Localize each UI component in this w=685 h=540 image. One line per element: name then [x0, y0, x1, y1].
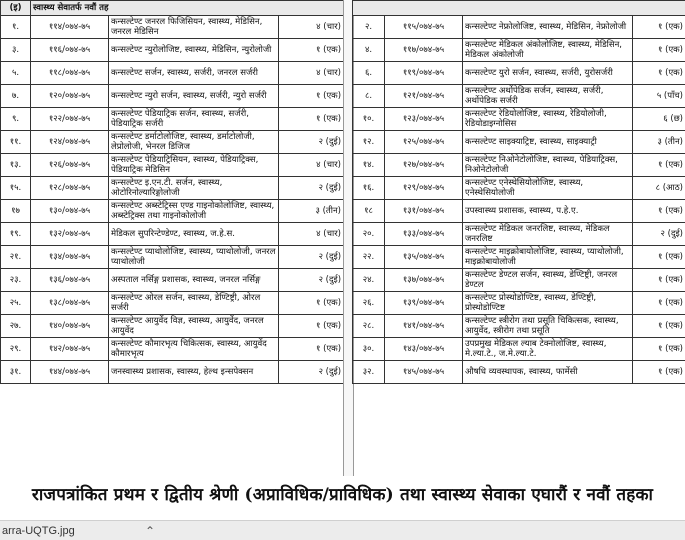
position-title: कन्सल्टेण्ट युरो सर्जन, स्वास्थ्य, सर्जरी, युरोसर्जरी	[463, 62, 633, 85]
right-table-row	[353, 269, 685, 292]
file-name: arra-UQTG.jpg	[2, 525, 75, 537]
right-table-row	[353, 223, 685, 246]
vacancy-count: १ (एक)	[633, 62, 685, 85]
serial-number: ३०.	[353, 338, 385, 361]
vacancy-count: १ (एक)	[633, 39, 685, 62]
position-title: उपस्वास्थ्य प्रशासक, स्वास्थ्य, प.हे.ए.	[463, 200, 633, 223]
advertisement-number: १३१/०७४-७५	[385, 200, 463, 223]
serial-number: ६.	[353, 62, 385, 85]
advertisement-number: १२४/०७४-७५	[31, 131, 109, 154]
advertisement-number: १२७/०७४-७५	[385, 154, 463, 177]
position-title: कन्सल्टेण्ट एनेस्थेसियोलोजिष्ट, स्वास्थ्य, एनेस्थेसियोलोजी	[463, 177, 633, 200]
advertisement-number: १३६/०७४-७५	[31, 269, 109, 292]
vacancy-count: ८ (आठ)	[633, 177, 685, 200]
serial-number: १७	[1, 200, 31, 223]
left-table-row	[1, 177, 344, 200]
position-title: कन्सल्टेण्ट मेडिकल अंकोलोजिष्ट, स्वास्थ्य, मेडिसिन, मेडिकल अंकोलोजी	[463, 39, 633, 62]
right-table-row	[353, 154, 685, 177]
advertisement-number: १४१/०७४-७५	[385, 315, 463, 338]
vacancy-count: १ (एक)	[633, 361, 685, 384]
right-table-header	[353, 1, 685, 16]
serial-number: २५.	[1, 292, 31, 315]
position-title: कन्सल्टेण्ट इ.एन.टी. सर्जन, स्वास्थ्य, ओटोरिनोल्यारिङ्गोलोजी	[109, 177, 279, 200]
left-table-row	[1, 131, 344, 154]
left-vacancy-table	[0, 0, 344, 384]
right-table-row	[353, 16, 685, 39]
left-table-row	[1, 16, 344, 39]
advertisement-number: ११७/०७४-७५	[385, 39, 463, 62]
vacancy-count: २ (दुई)	[279, 131, 344, 154]
position-title: कन्सल्टेण्ट डेण्टल सर्जन, स्वास्थ्य, डेण्टिष्ट्री, जनरल डेण्टल	[463, 269, 633, 292]
advertisement-number: ११९/०७४-७५	[385, 62, 463, 85]
position-title: कन्सल्टेण्ट मेडिकल जनरलिष्ट, स्वास्थ्य, मेडिकल जनरलिष्ट	[463, 223, 633, 246]
serial-number: १०.	[353, 108, 385, 131]
position-title: कन्सल्टेण्ट प्रोस्थोडोण्टिष्ट, स्वास्थ्य, डेण्टिष्ट्री, प्रोस्थोडोण्टिष्ट	[463, 292, 633, 315]
advertisement-number: १२९/०७४-७५	[385, 177, 463, 200]
vacancy-count: ४ (चार)	[279, 223, 344, 246]
serial-number: २७.	[1, 315, 31, 338]
advertisement-number: १४४/०७४-७५	[31, 361, 109, 384]
serial-number: ८.	[353, 85, 385, 108]
right-table-row	[353, 361, 685, 384]
right-table-row	[353, 131, 685, 154]
left-table-row	[1, 85, 344, 108]
advertisement-number: ११४/०७४-७५	[31, 16, 109, 39]
vacancy-count: २ (दुई)	[279, 246, 344, 269]
advertisement-number: १२६/०७४-७५	[31, 154, 109, 177]
serial-number: ९.	[1, 108, 31, 131]
serial-number: १५.	[1, 177, 31, 200]
serial-number: १८	[353, 200, 385, 223]
advertisement-number: १३३/०७४-७५	[385, 223, 463, 246]
vacancy-count: १ (एक)	[279, 292, 344, 315]
position-title: कन्सल्टेण्ट माइक्रोबायोलोजिष्ट, स्वास्थ्य, प्याथोलोजी, माइक्रोबायोलोजी	[463, 246, 633, 269]
right-table-row	[353, 200, 685, 223]
vacancy-count: २ (दुई)	[633, 223, 685, 246]
left-table-row	[1, 269, 344, 292]
vacancy-count: १ (एक)	[279, 85, 344, 108]
vacancy-count: १ (एक)	[633, 200, 685, 223]
position-title: कन्सल्टेण्ट साइक्याट्रिष्ट, स्वास्थ्य, साइक्याट्री	[463, 131, 633, 154]
position-title: मेडिकल सुपरिन्टेण्डेण्ट, स्वास्थ्य, ज.हे.स.	[109, 223, 279, 246]
vacancy-count: ५ (पाँच)	[633, 85, 685, 108]
serial-number: २३.	[1, 269, 31, 292]
position-title: कन्सल्टेण्ट रेडियोलोजिष्ट, स्वास्थ्य, रेडियोलोजी, रेडियोडाइग्नोसिस	[463, 108, 633, 131]
vacancy-count: १ (एक)	[633, 269, 685, 292]
advertisement-number: १३५/०७४-७५	[385, 246, 463, 269]
position-title: कन्सल्टेण्ट न्युरोलोजिष्ट, स्वास्थ्य, मेडिसिन, न्युरोलोजी	[109, 39, 279, 62]
position-title: कन्सल्टेण्ट ओरल सर्जन, स्वास्थ्य, डेण्टिष्ट्री, ओरल सर्जरी	[109, 292, 279, 315]
vacancy-count: १ (एक)	[633, 315, 685, 338]
right-table-row	[353, 246, 685, 269]
serial-number: १.	[1, 16, 31, 39]
header-mark: (इ)	[1, 1, 31, 16]
position-title: कन्सल्टेण्ट डर्माटोलोजिष्ट, स्वास्थ्य, डर्माटोलोजी, लेप्रोलोजी, भेनरल डिजिज	[109, 131, 279, 154]
serial-number: २८.	[353, 315, 385, 338]
vacancy-count: २ (दुई)	[279, 361, 344, 384]
serial-number: २६.	[353, 292, 385, 315]
advertisement-number: १४३/०७४-७५	[385, 338, 463, 361]
position-title: कन्सल्टेण्ट प्याथोलोजिष्ट, स्वास्थ्य, प्याथोलोजी, जनरल प्याथोलोजी	[109, 246, 279, 269]
advertisement-number: १३७/०७४-७५	[385, 269, 463, 292]
advertisement-number: १३४/०७४-७५	[31, 246, 109, 269]
position-title: कन्सल्टेण्ट सर्जन, स्वास्थ्य, सर्जरी, जनरल सर्जरी	[109, 62, 279, 85]
serial-number: १२.	[353, 131, 385, 154]
position-title: कन्सल्टेण्ट स्त्रीरोग तथा प्रसूति चिकित्सक, स्वास्थ्य, आयुर्वेद, स्त्रीरोग तथा प्रसूति	[463, 315, 633, 338]
right-table-row	[353, 177, 685, 200]
serial-number: १४.	[353, 154, 385, 177]
advertisement-number: १४५/०७४-७५	[385, 361, 463, 384]
vacancy-count: ६ (छ)	[633, 108, 685, 131]
left-table-row	[1, 246, 344, 269]
serial-number: २२.	[353, 246, 385, 269]
position-title: औषधि व्यवस्थापक, स्वास्थ्य, फार्मेसी	[463, 361, 633, 384]
serial-number: १६.	[353, 177, 385, 200]
download-item[interactable]	[0, 524, 160, 540]
serial-number: २१.	[1, 246, 31, 269]
vacancy-count: २ (दुई)	[279, 269, 344, 292]
serial-number: ४.	[353, 39, 385, 62]
chevron-down-icon[interactable]: ⌃	[145, 524, 155, 538]
vacancy-count: १ (एक)	[633, 154, 685, 177]
serial-number: २.	[353, 16, 385, 39]
vacancy-count: १ (एक)	[279, 39, 344, 62]
left-table-row	[1, 223, 344, 246]
right-header-blank	[353, 1, 685, 16]
vacancy-count: ४ (चार)	[279, 16, 344, 39]
document-caption: राजपत्रांकित प्रथम र द्वितीय श्रेणी (अप्राविधिक/प्राविधिक) तथा स्वास्थ्य सेवाका एघारौं र नवौं तहका	[0, 482, 685, 505]
advertisement-number: १२१/०७४-७५	[385, 85, 463, 108]
serial-number: २४.	[353, 269, 385, 292]
vacancy-count: १ (एक)	[633, 246, 685, 269]
left-table-row	[1, 361, 344, 384]
advertisement-number: ११८/०७४-७५	[31, 62, 109, 85]
serial-number: २०.	[353, 223, 385, 246]
position-title: कन्सल्टेण्ट अर्थोपेडिक सर्जन, स्वास्थ्य, सर्जरी, अर्थोपेडिक सर्जरी	[463, 85, 633, 108]
advertisement-number: ११६/०७४-७५	[31, 39, 109, 62]
position-title: उपप्रमुख मेडिकल ल्याब टेक्नोलोजिष्ट, स्वास्थ्य, मे.ल्या.टे., ज.मे.ल्या.टे.	[463, 338, 633, 361]
position-title: कन्सल्टेण्ट पेडियाट्रिक सर्जन, स्वास्थ्य, सर्जरी, पेडियाट्रिक सर्जरी	[109, 108, 279, 131]
advertisement-number: १३२/०७४-७५	[31, 223, 109, 246]
advertisement-number: ११५/०७४-७५	[385, 16, 463, 39]
vacancy-count: १ (एक)	[279, 315, 344, 338]
position-title: कन्सल्टेण्ट पेडियाट्रिसियन, स्वास्थ्य, पेडियाट्रिक्स, पेडियाट्रिक मेडिसिन	[109, 154, 279, 177]
right-table-row	[353, 39, 685, 62]
download-bar	[0, 520, 685, 540]
left-table-row	[1, 315, 344, 338]
left-table-row	[1, 338, 344, 361]
advertisement-number: १२८/०७४-७५	[31, 177, 109, 200]
position-title: कन्सल्टेण्ट कौमारभृत्य चिकित्सक, स्वास्थ्य, आयुर्वेद कौमारभृत्य	[109, 338, 279, 361]
serial-number: ३२.	[353, 361, 385, 384]
right-vacancy-table	[352, 0, 685, 384]
position-title: कन्सल्टेण्ट नेफ्रोलोजिष्ट, स्वास्थ्य, मेडिसिन, नेफ्रोलोजी	[463, 16, 633, 39]
left-table-row	[1, 200, 344, 223]
serial-number: २९.	[1, 338, 31, 361]
vacancy-count: ३ (तीन)	[279, 200, 344, 223]
vacancy-count: १ (एक)	[279, 338, 344, 361]
right-table-row	[353, 108, 685, 131]
left-table-row	[1, 292, 344, 315]
left-table-header	[1, 1, 344, 16]
serial-number: १३.	[1, 154, 31, 177]
right-table-row	[353, 338, 685, 361]
vacancy-count: २ (दुई)	[279, 177, 344, 200]
serial-number: १९.	[1, 223, 31, 246]
advertisement-number: १३९/०७४-७५	[385, 292, 463, 315]
position-title: कन्सल्टेण्ट निओनेटोलोजिष्ट, स्वास्थ्य, पेडियाट्रिक्स, निओनेटोलोजी	[463, 154, 633, 177]
advertisement-number: १२३/०७४-७५	[385, 108, 463, 131]
left-table-row	[1, 108, 344, 131]
left-table-row	[1, 39, 344, 62]
position-title: कन्सल्टेण्ट आयुर्वेद विज्ञ, स्वास्थ्य, आयुर्वेद, जनरल आयुर्वेद	[109, 315, 279, 338]
header-title: स्वास्थ्य सेवातर्फ नवौं तह	[31, 1, 344, 16]
position-title: कन्सल्टेण्ट जनरल फिजिसियन, स्वास्थ्य, मेडिसिन, जनरल मेडिसिन	[109, 16, 279, 39]
left-table-row	[1, 154, 344, 177]
vacancy-count: ४ (चार)	[279, 62, 344, 85]
right-table-row	[353, 315, 685, 338]
advertisement-number: १३०/०७४-७५	[31, 200, 109, 223]
right-table-row	[353, 62, 685, 85]
advertisement-number: १२५/०७४-७५	[385, 131, 463, 154]
advertisement-number: १२०/०७४-७५	[31, 85, 109, 108]
vacancy-count: १ (एक)	[633, 338, 685, 361]
vacancy-count: १ (एक)	[633, 292, 685, 315]
serial-number: ७.	[1, 85, 31, 108]
vacancy-count: १ (एक)	[633, 16, 685, 39]
serial-number: ३.	[1, 39, 31, 62]
advertisement-number: १४२/०७४-७५	[31, 338, 109, 361]
advertisement-number: १४०/०७४-७५	[31, 315, 109, 338]
position-title: अस्पताल नर्सिङ्ग प्रशासक, स्वास्थ्य, जनरल नर्सिङ्ग	[109, 269, 279, 292]
vacancy-count: ४ (चार)	[279, 154, 344, 177]
right-table-row	[353, 85, 685, 108]
right-table-row	[353, 292, 685, 315]
position-title: कन्सल्टेण्ट न्युरो सर्जन, स्वास्थ्य, सर्जरी, न्युरो सर्जरी	[109, 85, 279, 108]
left-table-row	[1, 62, 344, 85]
advertisement-number: १२२/०७४-७५	[31, 108, 109, 131]
serial-number: ५.	[1, 62, 31, 85]
advertisement-number: १३८/०७४-७५	[31, 292, 109, 315]
vacancy-count: १ (एक)	[279, 108, 344, 131]
position-title: जनस्वास्थ्य प्रशासक, स्वास्थ्य, हेल्थ इन्सपेक्सन	[109, 361, 279, 384]
serial-number: ३१.	[1, 361, 31, 384]
vacancy-count: ३ (तीन)	[633, 131, 685, 154]
position-title: कन्सल्टेण्ट अब्स्टेट्रिस्स एण्ड गाइनोकोलोजिष्ट, स्वास्थ्य, अब्स्टेट्रिक्स तथा गाइनोकोलोजी	[109, 200, 279, 223]
serial-number: ११.	[1, 131, 31, 154]
